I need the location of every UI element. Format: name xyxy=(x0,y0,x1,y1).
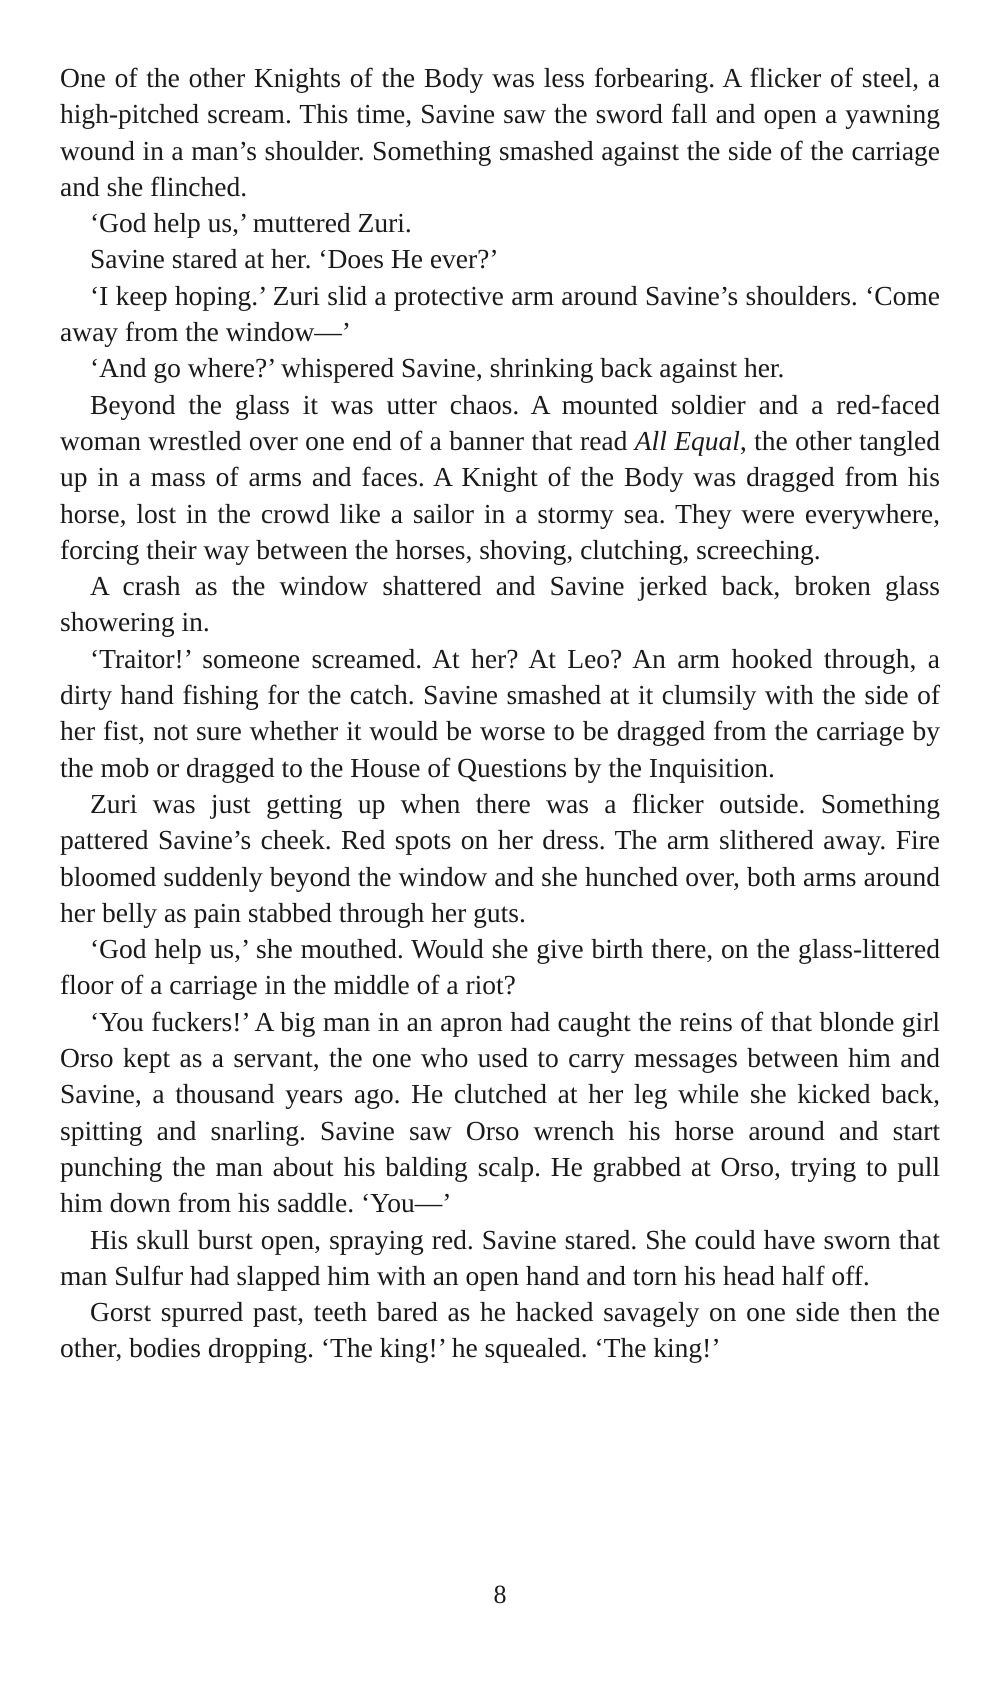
paragraph-7: A crash as the window shattered and Savine jerked back, broken glass showering in. xyxy=(60,570,940,638)
paragraph-6: Beyond the glass it was utter chaos. A mounted soldier and a red-faced woman wrestled over one end of a banner that read All Equal, the other tangled up in a mass of arms and faces. A Knight of the Body was dragged from his horse, lost in the crowd like a sailor in a stormy sea. They were everywhere, forcing their way between the horses, shoving, clutching, screeching. xyxy=(60,388,940,565)
paragraph-13: Gorst spurred past, teeth bared as he hacked savagely on one side then the other, bodies dropping. ‘The king!’ he squealed. ‘The king!’ xyxy=(60,1296,940,1364)
paragraph-3: Savine stared at her. ‘Does He ever?’ xyxy=(90,243,499,275)
paragraph-2: ‘God help us,’ muttered Zuri. xyxy=(90,207,412,239)
paragraph-9: Zuri was just getting up when there was a flicker outside. Something pattered Savine’s cheek. Red spots on her dress. The arm slithered away. Fire bloomed suddenly beyond the window and she hunched over, both arms around her belly as pain stabbed through her guts. xyxy=(60,787,940,928)
page-number: 8 xyxy=(493,1580,507,1609)
paragraph-4: ‘I keep hoping.’ Zuri slid a protective arm around Savine’s shoulders. ‘Come away from the window—’ xyxy=(60,279,940,348)
paragraph-12: His skull burst open, spraying red. Savine stared. She could have sworn that man Sulfur had slapped him with an open hand and torn his head half off. xyxy=(60,1223,940,1291)
body-text xyxy=(60,60,940,1367)
paragraph-5: ‘And go where?’ whispered Savine, shrinking back against her. xyxy=(90,352,785,384)
paragraph-10: ‘God help us,’ she mouthed. Would she give birth there, on the glass-littered floor of a carriage in the middle of a riot? xyxy=(60,933,940,1001)
paragraph-1: One of the other Knights of the Body was less forbearing. A flicker of steel, a high-pitched scream. This time, Savine saw the sword fall and open a yawning wound in a man’s shoulder. Something smashed against the side of the carriage and she flinched. xyxy=(60,62,940,202)
paragraph-11: ‘You fuckers!’ A big man in an apron had caught the reins of that blonde girl Orso kept as a servant, the one who used to carry messages between him and Savine, a thousand years ago. He clutched at her leg while she kicked back, spitting and snarling. Savine saw Orso wrench his horse around and start punching the man about his balding scalp. He grabbed at Orso, trying to pull him down from his saddle. ‘You—’ xyxy=(60,1005,940,1219)
paragraph-8: ‘Traitor!’ someone screamed. At her? At Leo? An arm hooked through, a dirty hand fishing for the catch. Savine smashed at it clumsily with the side of her fist, not sure whether it would be worse to be dragged from the carriage by the mob or dragged to the House of Questions by the Inquisition. xyxy=(60,642,940,783)
banner-slogan: All Equal xyxy=(634,424,740,456)
